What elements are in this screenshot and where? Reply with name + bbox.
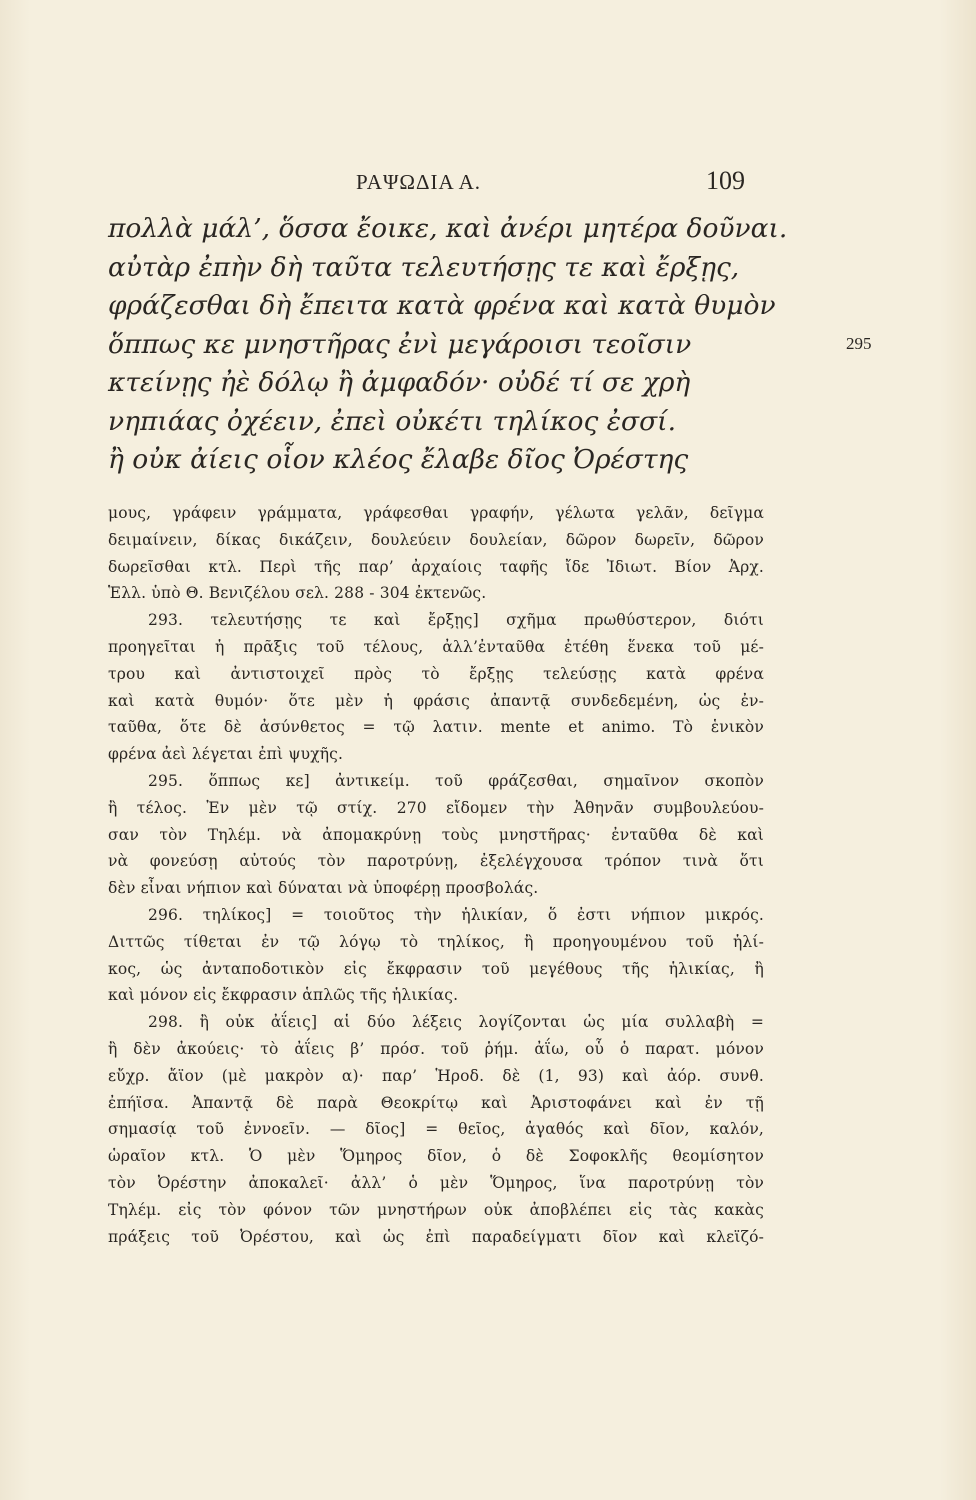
note-line: ἢ δὲν ἀκούεις· τὸ ἀΐεις β’ πρόσ. τοῦ ῥήμ. ἀΐω, οὗ ὁ παρατ. μόνον (108, 1039, 764, 1058)
note-line: δειμαίνειν, δίκας δικάζειν, δουλεύειν δουλείαν, δῶρον δωρεῖν, δῶρον (108, 530, 764, 549)
commentary-notes (108, 500, 764, 1250)
note-line: καὶ κατὰ θυμόν· ὅτε μὲν ἡ φράσις ἀπαντᾷ συνδεδεμένη, ὡς ἐν- (108, 691, 764, 710)
note-line: Διττῶς τίθεται ἐν τῷ λόγῳ τὸ τηλίκος, ἢ προηγουμένου τοῦ ἡλί- (108, 932, 764, 951)
verse-line: πολλὰ μάλ’, ὅσσα ἔοικε, καὶ ἀνέρι μητέρα δοῦναι. (108, 213, 788, 244)
note-line: δὲν εἶναι νήπιον καὶ δύναται νὰ ὑποφέρῃ προσβολάς. (108, 879, 539, 898)
note-line: ταῦθα, ὅτε δὲ ἀσύνθετος = τῷ λατιν. mente et animo. Τὸ ἑνικὸν (108, 718, 764, 737)
note-line: προηγεῖται ἡ πρᾶξις τοῦ τέλους, ἀλλ’ἐνταῦθα ἐτέθη ἕνεκα τοῦ μέ- (108, 637, 764, 656)
note-line: τρου καὶ ἀντιστοιχεῖ πρὸς τὸ ἔρξῃς τελεύσῃς κατὰ φρένα (108, 664, 764, 683)
note-line: 293. τελευτήσῃς τε καὶ ἔρξῃς] σχῆμα πρωθύστερον, διότι (148, 611, 764, 630)
verse-line: φράζεσθαι δὴ ἔπειτα κατὰ φρένα καὶ κατὰ θυμὸν (108, 290, 776, 321)
note-line: 295. ὅππως κε] ἀντικείμ. τοῦ φράζεσθαι, σημαῖνον σκοπὸν (148, 771, 764, 790)
page-number: 109 (706, 166, 745, 195)
note-line: ἐπήϊσα. Ἀπαντᾷ δὲ παρὰ Θεοκρίτῳ καὶ Ἀριστοφάνει καὶ ἐν τῇ (108, 1093, 764, 1112)
note-line: καὶ μόνον εἰς ἔκφρασιν ἁπλῶς τῆς ἡλικίας. (108, 986, 459, 1005)
note-line: Ἑλλ. ὑπὸ Θ. Βενιζέλου σελ. 288 - 304 ἐκτενῶς. (108, 584, 487, 603)
verse-line-number: 295 (846, 334, 872, 353)
note-line: ἢ τέλος. Ἐν μὲν τῷ στίχ. 270 εἴδομεν τὴν Ἀθηνᾶν συμβουλεύου- (108, 798, 764, 817)
note-line: κος, ὡς ἀνταποδοτικὸν εἰς ἔκφρασιν τοῦ μεγέθους τῆς ἡλικίας, ἢ (108, 959, 764, 978)
note-line: ὡραῖον κτλ. Ὁ μὲν Ὅμηρος δῖον, ὁ δὲ Σοφοκλῆς θεομίσητον (108, 1147, 764, 1166)
note-line: τὸν Ὀρέστην ἀποκαλεῖ· ἀλλ’ ὁ μὲν Ὅμηρος, ἵνα παροτρύνῃ τὸν (108, 1173, 764, 1192)
note-line: σημασίᾳ τοῦ ἐννοεῖν. — δῖος] = θεῖος, ἀγαθός καὶ δῖον, καλόν, (108, 1120, 764, 1139)
verse-line: ἢ οὐκ ἀίεις οἷον κλέος ἔλαβε δῖος Ὀρέστης (108, 444, 689, 475)
verse-line: νηπιάας ὀχέειν, ἐπεὶ οὐκέτι τηλίκος ἐσσί. (108, 405, 676, 437)
note-line: 298. ἢ οὐκ ἀΐεις] αἱ δύο λέξεις λογίζονται ὡς μία συλλαβὴ = (148, 1013, 764, 1032)
page-header (0, 166, 976, 202)
verse-line: κτείνῃς ἠὲ δόλῳ ἢ ἀμφαδόν· οὐδέ τί σε χρὴ (108, 367, 691, 398)
verse-line: αὐτὰρ ἐπὴν δὴ ταῦτα τελευτήσῃς τε καὶ ἔρξῃς, (108, 251, 740, 283)
note-line: πράξεις τοῦ Ὀρέστου, καὶ ὡς ἐπὶ παραδείγματι δῖον καὶ κλεϊζό- (108, 1227, 764, 1246)
note-line: δωρεῖσθαι κτλ. Περὶ τῆς παρ’ ἀρχαίοις ταφῆς ἴδε Ἰδιωτ. Βίον Ἀρχ. (108, 557, 764, 576)
note-line: σαν τὸν Τηλέμ. νὰ ἀπομακρύνῃ τοὺς μνηστῆρας· ἐνταῦθα δὲ καὶ (108, 825, 764, 844)
note-line: εὔχρ. ἄϊον (μὲ μακρὸν α)· παρ’ Ἡροδ. δὲ (1, 93) καὶ ἀόρ. συνθ. (108, 1066, 764, 1085)
verse-line: ὅππως κε μνηστῆρας ἐνὶ μεγάροισι τεοῖσιν (108, 328, 692, 360)
running-title: ΡΑΨΩΔΙΑ Α. (356, 170, 482, 194)
note-line: 296. τηλίκος] = τοιοῦτος τὴν ἡλικίαν, ὅ ἐστι νήπιον μικρός. (148, 905, 764, 924)
note-line: νὰ φονεύσῃ αὐτούς τὸν παροτρύνῃ, ἐξελέγχουσα τρόπον τινὰ ὅτι (108, 852, 764, 871)
note-line: Τηλέμ. εἰς τὸν φόνον τῶν μνηστήρων οὐκ ἀποβλέπει εἰς τὰς κακὰς (108, 1200, 764, 1219)
verse-block (108, 210, 872, 480)
note-line: φρένα ἀεὶ λέγεται ἐπὶ ψυχῆς. (108, 745, 344, 764)
note-line: μους, γράφειν γράμματα, γράφεσθαι γραφήν, γέλωτα γελᾶν, δεῖγμα (108, 504, 764, 522)
